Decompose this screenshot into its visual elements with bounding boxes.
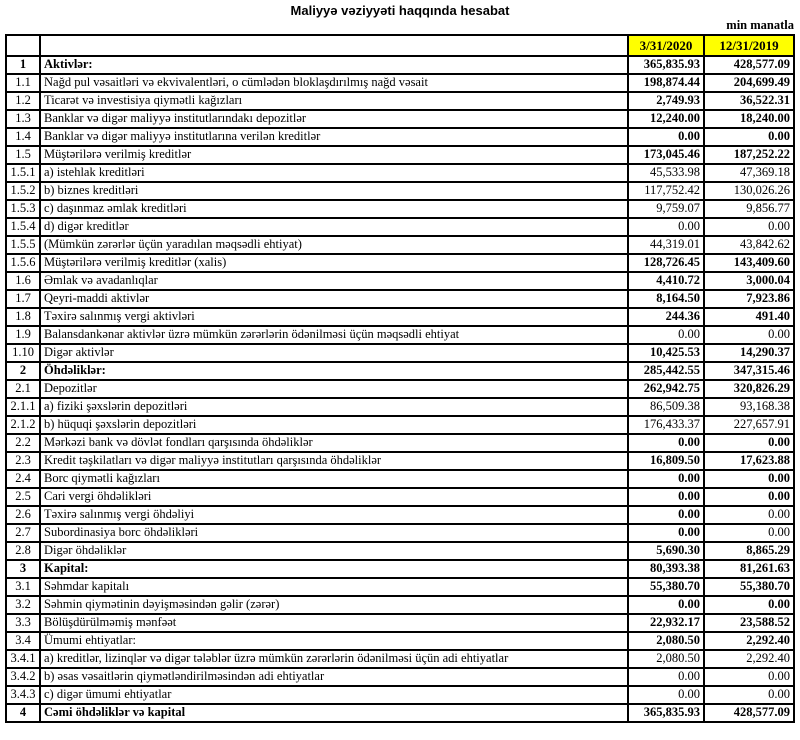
- row-value-2019: 204,699.49: [704, 74, 794, 92]
- row-number: 1.8: [6, 308, 40, 326]
- row-value-2019: 143,409.60: [704, 254, 794, 272]
- table-row: [6, 704, 794, 722]
- row-number: 3.4: [6, 632, 40, 650]
- row-number: 3.4.1: [6, 650, 40, 668]
- row-label: Ticarət və investisiya qiymətli kağızları: [40, 92, 628, 110]
- financial-position-table: [5, 34, 795, 723]
- row-label: Müştərilərə verilmiş kreditlər: [40, 146, 628, 164]
- row-label: Nağd pul vəsaitləri və ekvivalentləri, o cümlədən bloklaşdırılmış nağd vəsait: [40, 74, 628, 92]
- row-value-2019: 23,588.52: [704, 614, 794, 632]
- row-value-2019: 36,522.31: [704, 92, 794, 110]
- row-value-2020: 80,393.38: [628, 560, 704, 578]
- row-value-2020: 4,410.72: [628, 272, 704, 290]
- row-number: 2.5: [6, 488, 40, 506]
- table-row: [6, 74, 794, 92]
- row-label: Balansdankənar aktivlər üzrə mümkün zərərlərin ödənilməsi üçün məqsədli ehtiyat: [40, 326, 628, 344]
- row-value-2019: 55,380.70: [704, 578, 794, 596]
- row-value-2019: 0.00: [704, 488, 794, 506]
- table-row: [6, 56, 794, 74]
- row-number: 2.1.1: [6, 398, 40, 416]
- row-value-2019: 320,826.29: [704, 380, 794, 398]
- row-label: b) əsas vəsaitlərin qiymətləndirilməsindən adi ehtiyatlar: [40, 668, 628, 686]
- row-label: Mərkəzi bank və dövlət fondları qarşısında öhdəliklər: [40, 434, 628, 452]
- row-value-2019: 0.00: [704, 668, 794, 686]
- row-value-2020: 285,442.55: [628, 362, 704, 380]
- table-row: [6, 290, 794, 308]
- row-number: 4: [6, 704, 40, 722]
- table-header-row: [6, 35, 794, 56]
- table-row: [6, 110, 794, 128]
- row-label: Aktivlər:: [40, 56, 628, 74]
- table-row: [6, 182, 794, 200]
- row-label: Digər aktivlər: [40, 344, 628, 362]
- row-value-2020: 244.36: [628, 308, 704, 326]
- table-row: [6, 92, 794, 110]
- row-value-2020: 365,835.93: [628, 704, 704, 722]
- row-value-2019: 187,252.22: [704, 146, 794, 164]
- row-value-2019: 9,856.77: [704, 200, 794, 218]
- row-label: Borc qiymətli kağızları: [40, 470, 628, 488]
- row-number: 2.3: [6, 452, 40, 470]
- row-label: Səhmin qiymətinin dəyişməsindən gəlir (zərər): [40, 596, 628, 614]
- row-number: 1.5.5: [6, 236, 40, 254]
- row-value-2020: 365,835.93: [628, 56, 704, 74]
- row-value-2020: 2,080.50: [628, 632, 704, 650]
- row-value-2020: 2,749.93: [628, 92, 704, 110]
- table-row: [6, 488, 794, 506]
- row-label: Ümumi ehtiyatlar:: [40, 632, 628, 650]
- table-row: [6, 308, 794, 326]
- table-row: [6, 470, 794, 488]
- table-row: [6, 596, 794, 614]
- table-row: [6, 326, 794, 344]
- table-row: [6, 578, 794, 596]
- row-value-2019: 0.00: [704, 596, 794, 614]
- row-label: Banklar və digər maliyyə institutlarına verilən kreditlər: [40, 128, 628, 146]
- table-row: [6, 272, 794, 290]
- row-value-2019: 8,865.29: [704, 542, 794, 560]
- page-title: Maliyyə vəziyyəti haqqında hesabat: [290, 3, 510, 18]
- row-number: 2.1.2: [6, 416, 40, 434]
- row-value-2020: 9,759.07: [628, 200, 704, 218]
- table-row: [6, 398, 794, 416]
- header-date-2020: 3/31/2020: [628, 35, 704, 56]
- row-value-2019: 14,290.37: [704, 344, 794, 362]
- row-value-2019: 3,000.04: [704, 272, 794, 290]
- row-value-2019: 47,369.18: [704, 164, 794, 182]
- row-value-2020: 16,809.50: [628, 452, 704, 470]
- table-row: [6, 542, 794, 560]
- row-label: Müştərilərə verilmiş kreditlər (xalis): [40, 254, 628, 272]
- row-number: 1.1: [6, 74, 40, 92]
- row-value-2020: 55,380.70: [628, 578, 704, 596]
- row-number: 1.5: [6, 146, 40, 164]
- row-value-2020: 0.00: [628, 596, 704, 614]
- row-value-2020: 8,164.50: [628, 290, 704, 308]
- row-value-2019: 130,026.26: [704, 182, 794, 200]
- row-value-2020: 0.00: [628, 524, 704, 542]
- row-value-2020: 0.00: [628, 488, 704, 506]
- row-value-2019: 428,577.09: [704, 56, 794, 74]
- row-value-2020: 22,932.17: [628, 614, 704, 632]
- row-value-2019: 0.00: [704, 326, 794, 344]
- row-value-2020: 128,726.45: [628, 254, 704, 272]
- row-value-2020: 0.00: [628, 326, 704, 344]
- row-number: 2.8: [6, 542, 40, 560]
- table-row: [6, 560, 794, 578]
- unit-note: min manatla: [726, 18, 794, 32]
- row-number: 1.9: [6, 326, 40, 344]
- row-value-2019: 2,292.40: [704, 632, 794, 650]
- row-number: 2.6: [6, 506, 40, 524]
- row-value-2019: 491.40: [704, 308, 794, 326]
- table-row: [6, 146, 794, 164]
- row-value-2019: 347,315.46: [704, 362, 794, 380]
- row-label: b) hüquqi şəxslərin depozitləri: [40, 416, 628, 434]
- row-label: Səhmdar kapitalı: [40, 578, 628, 596]
- table-row: [6, 236, 794, 254]
- row-value-2020: 2,080.50: [628, 650, 704, 668]
- row-value-2019: 0.00: [704, 506, 794, 524]
- row-number: 1.2: [6, 92, 40, 110]
- row-value-2020: 44,319.01: [628, 236, 704, 254]
- row-label: Öhdəliklər:: [40, 362, 628, 380]
- row-label: Digər öhdəliklər: [40, 542, 628, 560]
- row-value-2019: 0.00: [704, 470, 794, 488]
- table-row: [6, 380, 794, 398]
- row-number: 1.5.1: [6, 164, 40, 182]
- row-label: Cari vergi öhdəlikləri: [40, 488, 628, 506]
- row-value-2019: 0.00: [704, 686, 794, 704]
- table-row: [6, 452, 794, 470]
- table-row: [6, 524, 794, 542]
- row-value-2019: 0.00: [704, 218, 794, 236]
- table-row: [6, 434, 794, 452]
- row-value-2020: 117,752.42: [628, 182, 704, 200]
- row-label: Bölüşdürülməmiş mənfəət: [40, 614, 628, 632]
- row-number: 1.5.2: [6, 182, 40, 200]
- row-label: Əmlak və avadanlıqlar: [40, 272, 628, 290]
- row-value-2019: 0.00: [704, 128, 794, 146]
- table-row: [6, 344, 794, 362]
- table-row: [6, 254, 794, 272]
- table-row: [6, 362, 794, 380]
- row-value-2019: 81,261.63: [704, 560, 794, 578]
- table-row: [6, 200, 794, 218]
- row-number: 3.3: [6, 614, 40, 632]
- row-number: 3.1: [6, 578, 40, 596]
- row-number: 3.4.2: [6, 668, 40, 686]
- row-label: Kredit təşkilatları və digər maliyyə institutları qarşısında öhdəliklər: [40, 452, 628, 470]
- row-number: 1.3: [6, 110, 40, 128]
- table-row: [6, 650, 794, 668]
- row-label: Cəmi öhdəliklər və kapital: [40, 704, 628, 722]
- table-row: [6, 164, 794, 182]
- row-number: 1.5.3: [6, 200, 40, 218]
- table-row: [6, 128, 794, 146]
- row-value-2020: 10,425.53: [628, 344, 704, 362]
- row-value-2019: 17,623.88: [704, 452, 794, 470]
- row-number: 1.5.4: [6, 218, 40, 236]
- table-row: [6, 416, 794, 434]
- table-row: [6, 218, 794, 236]
- row-value-2020: 0.00: [628, 506, 704, 524]
- row-value-2020: 5,690.30: [628, 542, 704, 560]
- row-value-2020: 12,240.00: [628, 110, 704, 128]
- row-value-2020: 0.00: [628, 218, 704, 236]
- header-number-cell: [6, 35, 40, 56]
- row-value-2020: 176,433.37: [628, 416, 704, 434]
- row-number: 2: [6, 362, 40, 380]
- row-value-2019: 2,292.40: [704, 650, 794, 668]
- row-value-2019: 7,923.86: [704, 290, 794, 308]
- row-value-2019: 227,657.91: [704, 416, 794, 434]
- row-label: a) kreditlər, lizinqlər və digər tələblər üzrə mümkün zərərlərin ödənilməsi üçün adi ehtiyatlar: [40, 650, 628, 668]
- row-label: Kapital:: [40, 560, 628, 578]
- row-label: Subordinasiya borc öhdəlikləri: [40, 524, 628, 542]
- header-date-2019: 12/31/2019: [704, 35, 794, 56]
- table-row: [6, 506, 794, 524]
- row-number: 1.6: [6, 272, 40, 290]
- row-value-2019: 18,240.00: [704, 110, 794, 128]
- row-value-2020: 262,942.75: [628, 380, 704, 398]
- row-value-2020: 0.00: [628, 434, 704, 452]
- row-value-2020: 45,533.98: [628, 164, 704, 182]
- row-label: (Mümkün zərərlər üçün yaradılan məqsədli ehtiyat): [40, 236, 628, 254]
- row-value-2020: 0.00: [628, 686, 704, 704]
- row-value-2020: 86,509.38: [628, 398, 704, 416]
- row-value-2020: 198,874.44: [628, 74, 704, 92]
- row-label: Depozitlər: [40, 380, 628, 398]
- row-number: 1: [6, 56, 40, 74]
- row-value-2020: 0.00: [628, 128, 704, 146]
- row-value-2019: 428,577.09: [704, 704, 794, 722]
- row-label: d) digər kreditlər: [40, 218, 628, 236]
- row-number: 2.4: [6, 470, 40, 488]
- row-label: a) fiziki şəxslərin depozitləri: [40, 398, 628, 416]
- row-label: Təxirə salınmış vergi aktivləri: [40, 308, 628, 326]
- row-number: 2.7: [6, 524, 40, 542]
- row-value-2019: 0.00: [704, 524, 794, 542]
- row-number: 2.2: [6, 434, 40, 452]
- row-number: 3: [6, 560, 40, 578]
- table-row: [6, 614, 794, 632]
- row-number: 3.4.3: [6, 686, 40, 704]
- row-label: c) daşınmaz əmlak kreditləri: [40, 200, 628, 218]
- row-label: Qeyri-maddi aktivlər: [40, 290, 628, 308]
- table-row: [6, 668, 794, 686]
- row-number: 1.10: [6, 344, 40, 362]
- row-value-2019: 93,168.38: [704, 398, 794, 416]
- header-description-cell: [40, 35, 628, 56]
- row-label: a) istehlak kreditləri: [40, 164, 628, 182]
- row-value-2020: 0.00: [628, 668, 704, 686]
- row-value-2020: 173,045.46: [628, 146, 704, 164]
- row-number: 3.2: [6, 596, 40, 614]
- table-row: [6, 686, 794, 704]
- row-number: 1.7: [6, 290, 40, 308]
- table-row: [6, 632, 794, 650]
- row-value-2019: 0.00: [704, 434, 794, 452]
- row-label: Təxirə salınmış vergi öhdəliyi: [40, 506, 628, 524]
- row-label: b) biznes kreditləri: [40, 182, 628, 200]
- row-label: c) digər ümumi ehtiyatlar: [40, 686, 628, 704]
- row-value-2020: 0.00: [628, 470, 704, 488]
- row-number: 1.4: [6, 128, 40, 146]
- row-number: 1.5.6: [6, 254, 40, 272]
- row-number: 2.1: [6, 380, 40, 398]
- row-value-2019: 43,842.62: [704, 236, 794, 254]
- row-label: Banklar və digər maliyyə institutlarındakı depozitlər: [40, 110, 628, 128]
